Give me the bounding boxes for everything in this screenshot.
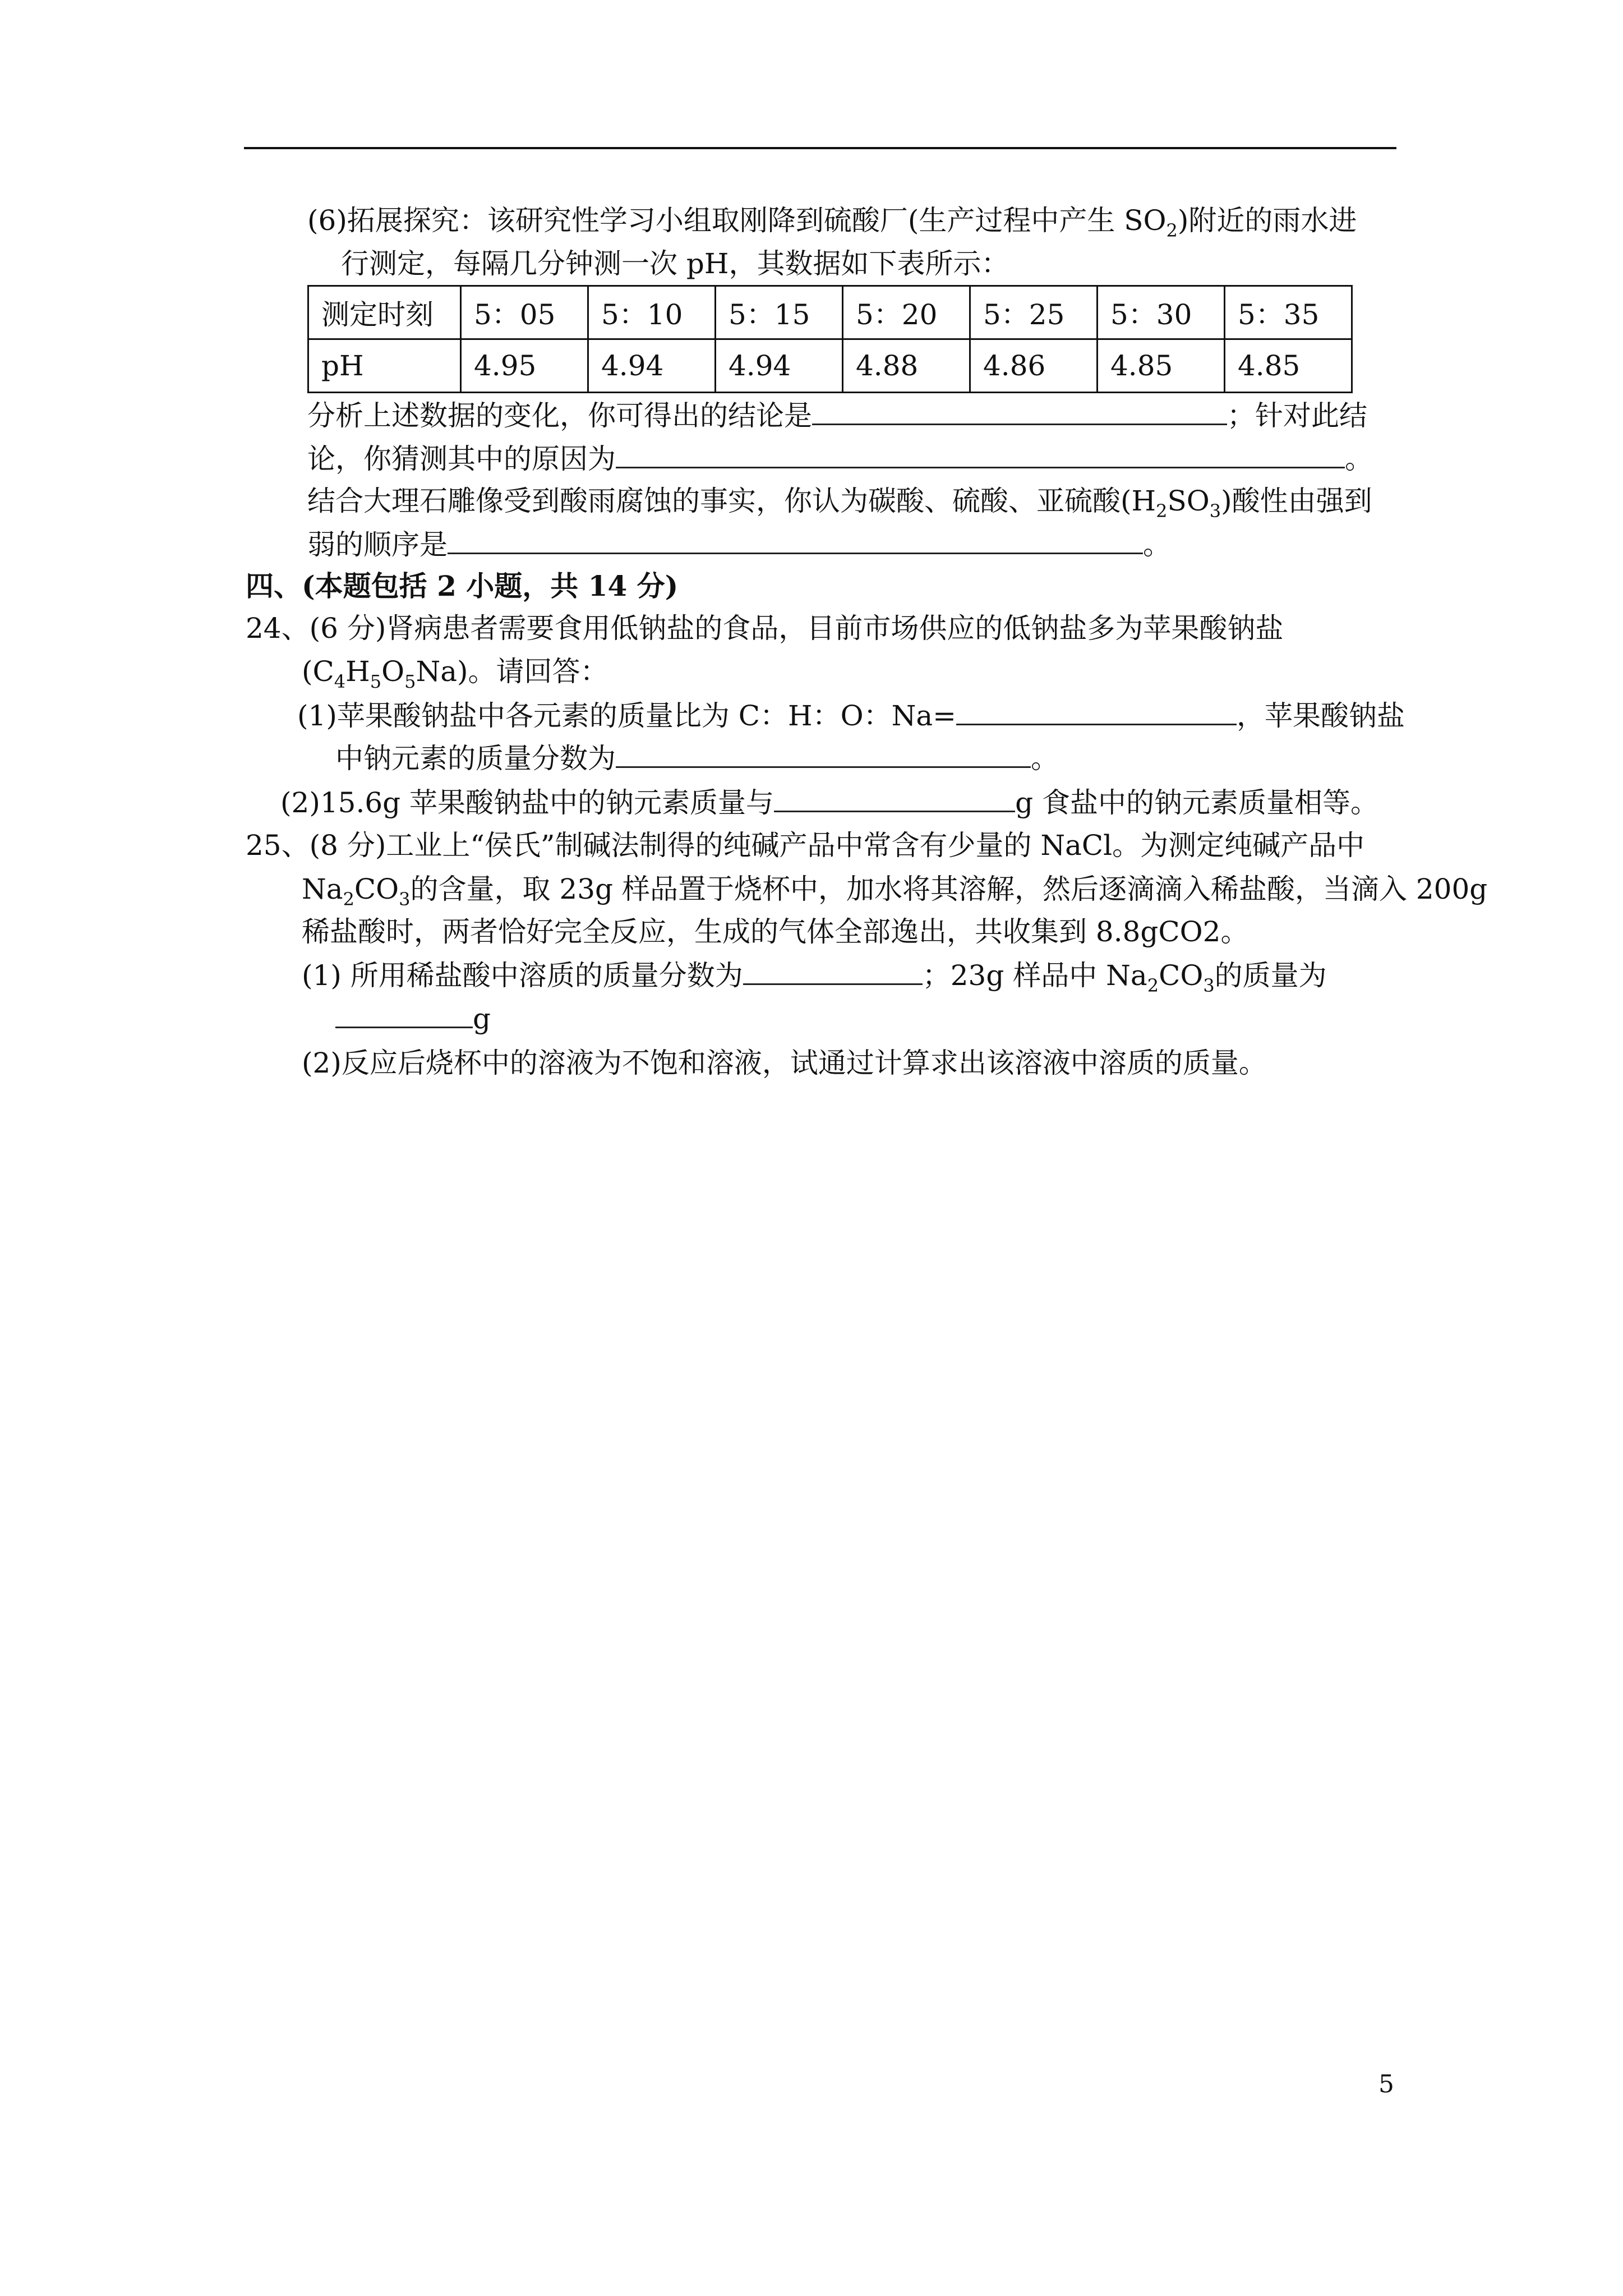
answer-blank-mass-ratio[interactable] xyxy=(956,696,1237,725)
table-cell: 5：05 xyxy=(461,286,588,339)
table-cell: 5：10 xyxy=(588,286,716,339)
answer-blank-mass-fraction[interactable] xyxy=(616,738,1031,768)
q24-part1-line1: (1)苹果酸钠盐中各元素的质量比为 C：H：O：Na= ，苹果酸钠盐 xyxy=(297,696,1405,735)
answer-blank-reason[interactable] xyxy=(616,439,1345,468)
table-header-ph: pH xyxy=(308,339,461,393)
q6-line3: 分析上述数据的变化，你可得出的结论是 ；针对此结 xyxy=(307,395,1367,435)
table-row xyxy=(308,286,1352,339)
q6-line4: 论，你猜测其中的原因为 。 xyxy=(307,439,1373,478)
q24-part2: (2)15.6g 苹果酸钠盐中的钠元素质量与 g 食盐中的钠元素质量相等。 xyxy=(280,783,1378,822)
table-cell: 5：25 xyxy=(970,286,1098,339)
q25-part1-line2: g xyxy=(335,999,491,1038)
answer-blank-conclusion[interactable] xyxy=(812,395,1227,425)
q25-part1-line1: (1) 所用稀盐酸中溶质的质量分数为 ；23g 样品中 $Na_2CO_3$的质量为 xyxy=(302,955,1327,995)
page-number: 5 xyxy=(1378,2070,1394,2099)
q24-line1: 24、(6 分)肾病患者需要食用低钠盐的食品，目前市场供应的低钠盐多为苹果酸钠盐 xyxy=(246,612,1284,645)
section-title: 四、(本题包括 2 小题，共 14 分) xyxy=(246,569,679,602)
table-cell: 4.94 xyxy=(588,339,716,393)
table-cell: 4.86 xyxy=(970,339,1098,393)
q24-line2: $(C_4H_5O_5Na)$。请回答： xyxy=(302,655,608,692)
answer-blank-acid-order[interactable] xyxy=(448,524,1143,554)
answer-blank-na2co3-mass[interactable] xyxy=(335,999,473,1028)
q6-line5: 结合大理石雕像受到酸雨腐蚀的事实，你认为碳酸、硫酸、亚硫酸$(H_2SO_3)$酸性由强到 xyxy=(307,485,1372,522)
table-cell: 4.85 xyxy=(1225,339,1352,393)
table-cell: 4.85 xyxy=(1098,339,1225,393)
q25-line2: $Na_2CO_3$的含量，取 23g 样品置于烧杯中，加水将其溶解，然后逐滴滴入稀盐酸，当滴入 200g xyxy=(302,873,1488,910)
q25-part2: (2)反应后烧杯中的溶液为不饱和溶液，试通过计算求出该溶液中溶质的质量。 xyxy=(302,1047,1267,1079)
q6-line2: 行测定，每隔几分钟测一次 pH，其数据如下表所示： xyxy=(341,247,1009,280)
answer-blank-solute-fraction[interactable] xyxy=(743,955,923,985)
table-cell: 5：30 xyxy=(1098,286,1225,339)
table-cell: 5：20 xyxy=(843,286,970,339)
ph-data-table xyxy=(307,285,1353,393)
table-cell: 4.88 xyxy=(843,339,970,393)
q24-part1-line2: 中钠元素的质量分数为 。 xyxy=(335,738,1059,778)
header-rule xyxy=(244,147,1396,149)
table-cell: 5：35 xyxy=(1225,286,1352,339)
table-cell: 4.94 xyxy=(716,339,843,393)
q25-line1: 25、(8 分)工业上“侯氏”制碱法制得的纯碱产品中常含有少量的 NaCl。为测定纯碱产品中 xyxy=(246,829,1365,862)
q25-line3: 稀盐酸时，两者恰好完全反应，生成的气体全部逸出，共收集到 8.8gCO2。 xyxy=(302,915,1249,948)
table-header-time: 测定时刻 xyxy=(308,286,461,339)
table-row xyxy=(308,339,1352,393)
q6-line1: (6)拓展探究：该研究性学习小组取刚降到硫酸厂(生产过程中产生 $SO_2$)附近的雨水进 xyxy=(307,204,1357,241)
table-cell: 4.95 xyxy=(461,339,588,393)
q6-line6: 弱的顺序是 。 xyxy=(307,524,1171,564)
table-cell: 5：15 xyxy=(716,286,843,339)
answer-blank-salt-mass[interactable] xyxy=(774,783,1015,812)
